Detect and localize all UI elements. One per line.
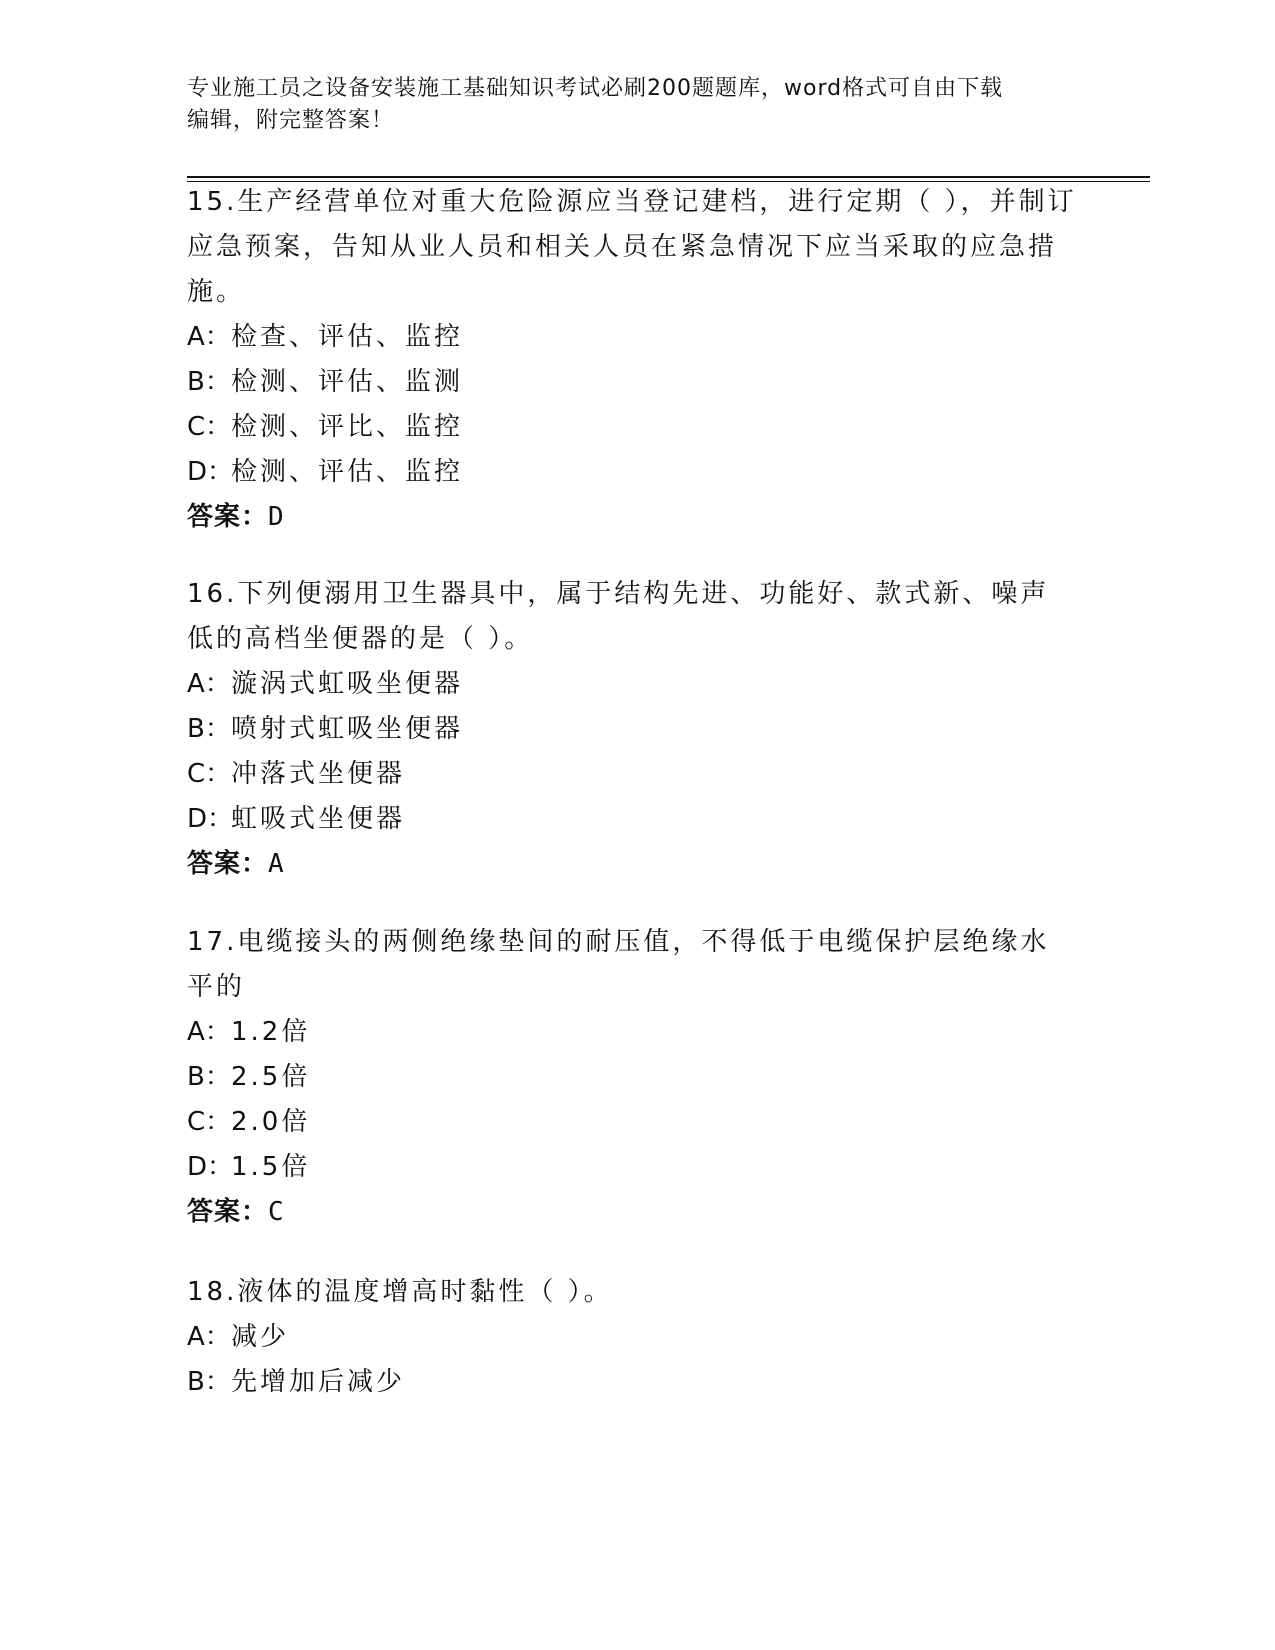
- option-letter: A：: [187, 322, 231, 352]
- option-a: [187, 1315, 1077, 1360]
- option-text: 检查、评估、监控: [231, 322, 464, 352]
- option-text: 检测、评估、监控: [231, 457, 464, 487]
- option-c: [187, 1100, 1077, 1145]
- option-text: 漩涡式虹吸坐便器: [231, 669, 464, 699]
- option-letter: D：: [187, 457, 234, 487]
- option-text: 2.5倍: [231, 1062, 311, 1092]
- answer-line: [187, 1190, 1077, 1235]
- option-text: 检测、评比、监控: [231, 412, 464, 442]
- header-line-2: 编辑，附完整答案！: [187, 108, 395, 133]
- answer-value: A: [268, 849, 285, 879]
- option-d: [187, 1145, 1077, 1190]
- option-c: [187, 405, 1077, 450]
- option-letter: A：: [187, 1322, 231, 1352]
- answer-label: 答案：: [187, 849, 269, 879]
- option-letter: C：: [187, 412, 232, 442]
- option-b: [187, 1360, 1077, 1405]
- question-16: [187, 572, 1077, 887]
- option-text: 1.2倍: [231, 1017, 311, 1047]
- option-letter: C：: [187, 1107, 232, 1137]
- option-c: [187, 752, 1077, 797]
- option-letter: B：: [187, 367, 231, 397]
- option-d: [187, 450, 1077, 495]
- option-a: [187, 1010, 1077, 1055]
- question-18: [187, 1270, 1077, 1405]
- option-text: 检测、评估、监测: [231, 367, 464, 397]
- question-17: [187, 920, 1077, 1235]
- option-text: 先增加后减少: [231, 1367, 406, 1397]
- answer-label: 答案：: [187, 502, 269, 532]
- option-text: 喷射式虹吸坐便器: [231, 714, 464, 744]
- option-letter: D：: [187, 1152, 234, 1182]
- option-text: 虹吸式坐便器: [231, 804, 406, 834]
- option-text: 冲落式坐便器: [231, 759, 406, 789]
- question-text: 17.电缆接头的两侧绝缘垫间的耐压值，不得低于电缆保护层绝缘水平的: [187, 927, 1050, 1002]
- option-a: [187, 315, 1077, 360]
- option-d: [187, 797, 1077, 842]
- header-divider-thick: [187, 176, 1150, 178]
- answer-value: C: [268, 1197, 285, 1227]
- option-text: 减少: [231, 1322, 290, 1352]
- answer-line: [187, 495, 1077, 540]
- option-a: [187, 662, 1077, 707]
- option-letter: A：: [187, 1017, 231, 1047]
- question-text: 18.液体的温度增高时黏性（ ）。: [187, 1277, 613, 1307]
- question-text: 16.下列便溺用卫生器具中，属于结构先进、功能好、款式新、噪声低的高档坐便器的是（ ）。: [187, 579, 1050, 654]
- answer-line: [187, 842, 1077, 887]
- option-letter: B：: [187, 1367, 231, 1397]
- question-text: 15.生产经营单位对重大危险源应当登记建档，进行定期（ ），并制订应急预案，告知从业人员和相关人员在紧急情况下应当采取的应急措施。: [187, 187, 1077, 307]
- document-header: [187, 73, 1067, 137]
- option-b: [187, 707, 1077, 752]
- option-letter: C：: [187, 759, 232, 789]
- option-letter: B：: [187, 1062, 231, 1092]
- question-15: [187, 180, 1077, 540]
- option-b: [187, 1055, 1077, 1100]
- answer-label: 答案：: [187, 1197, 269, 1227]
- option-text: 2.0倍: [231, 1107, 311, 1137]
- option-letter: D：: [187, 804, 234, 834]
- option-letter: B：: [187, 714, 231, 744]
- header-line-1: 专业施工员之设备安装施工基础知识考试必刷200题题库，word格式可自由下载: [187, 76, 1004, 101]
- option-text: 1.5倍: [231, 1152, 311, 1182]
- option-letter: A：: [187, 669, 231, 699]
- answer-value: D: [268, 502, 285, 532]
- option-b: [187, 360, 1077, 405]
